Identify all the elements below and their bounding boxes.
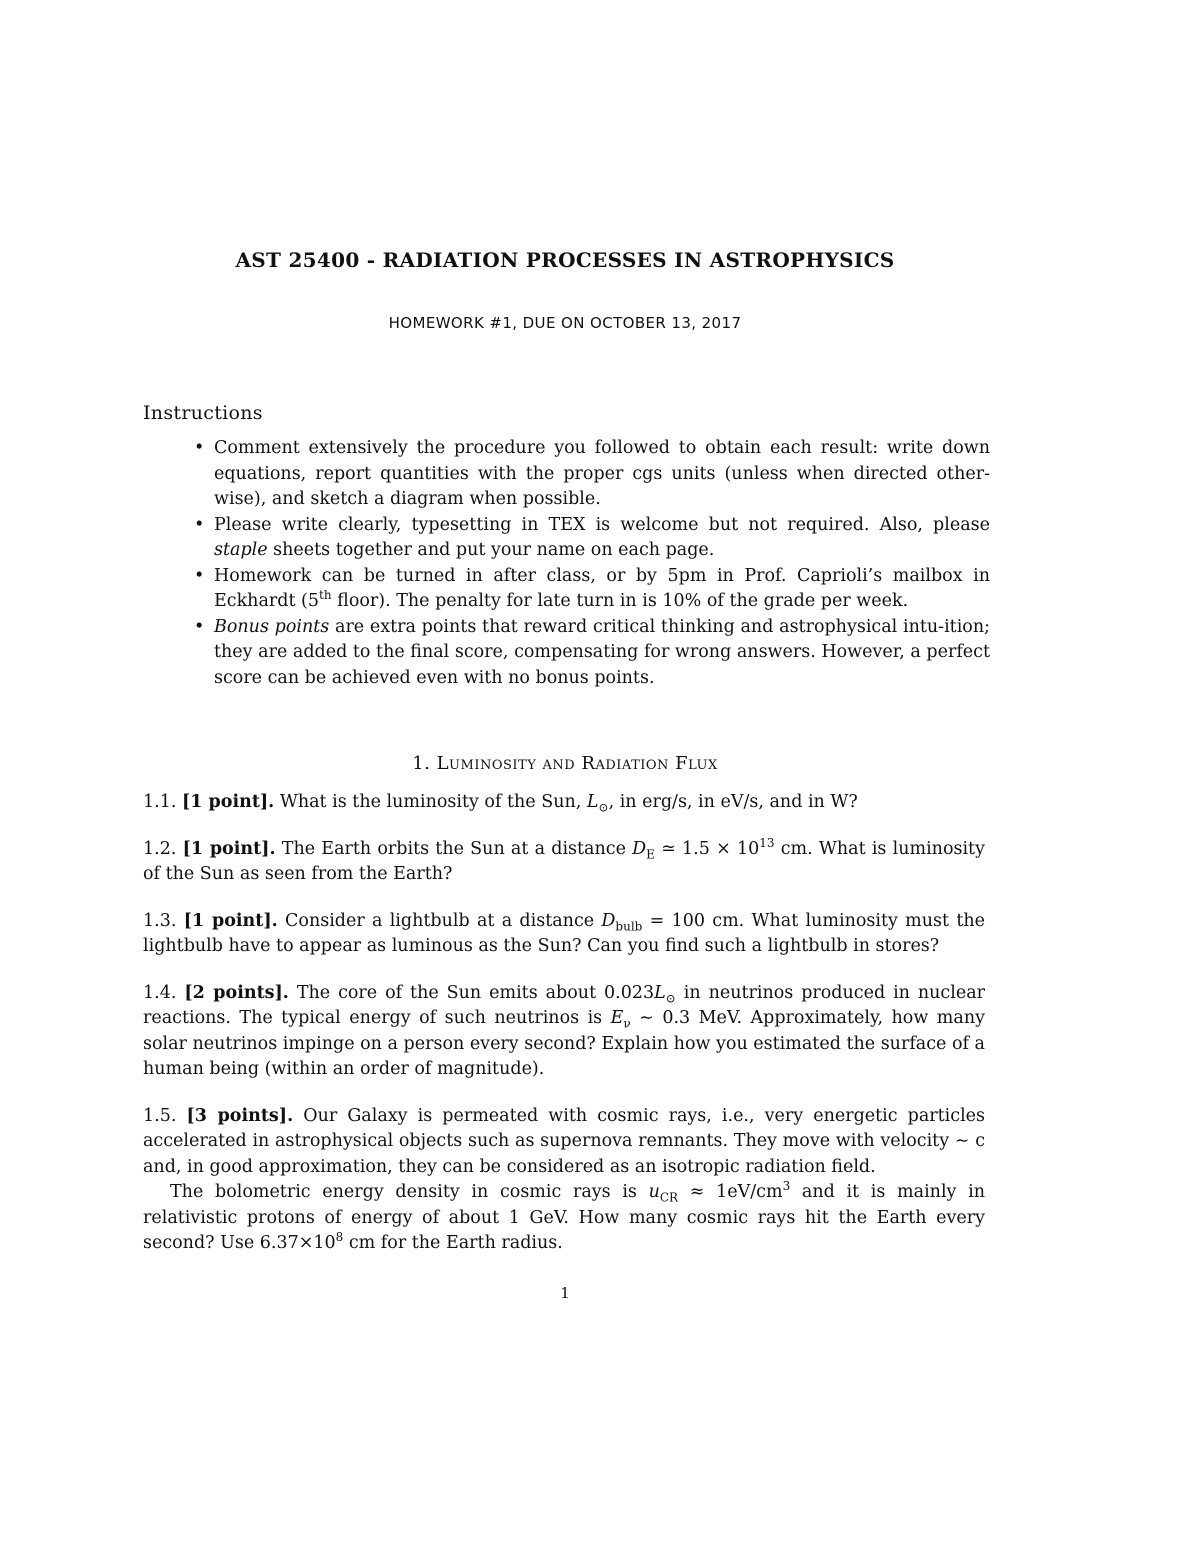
bullet-icon: •	[194, 616, 205, 637]
problem-1-3: 1.3. [1 point]. Consider a lightbulb at a distance $D_{bulb} = 100$ cm. What luminosity must the lightbulb have to appear as luminous as the Sun? Can you find such a lightbulb in stores?	[143, 910, 985, 956]
instruction-item: • Please write clearly, typesetting in TEX is welcome but not required. Also, please staple sheets together and put your name on each page.	[194, 514, 990, 560]
section-heading: 1. Luminosity and Radiation Flux	[412, 753, 718, 774]
problem-1-5-continuation: The bolometric energy density in cosmic rays is $u_{CR} \approx 1eV/cm^3$ and it is mainly in relativistic protons of energy of about 1 GeV. How many cosmic rays hit the Earth every second? Use $6.37\times 10^8$ cm for the Earth radius.	[143, 1179, 985, 1253]
problem-1-2: 1.2. [1 point]. The Earth orbits the Sun at a distance $D_E$ ≃ $1.5 \times 10^{13}$ cm. What is luminosity of the Sun as seen from the Earth?	[143, 835, 985, 884]
problem-1-4: 1.4. [2 points]. The core of the Sun emits about $0.023L_⊙$ in neutrinos produced in nuclear reactions. The typical energy of such neutrinos is $E_\nu$ ∼ 0.3 MeV. Approximately, how many solar neutrinos impinge on a person every second? Explain how you estimated the surface of a human being (within an order of magnitude).	[143, 982, 985, 1079]
homework-subtitle: HOMEWORK #1, DUE ON OCTOBER 13, 2017	[388, 314, 742, 332]
instructions-list	[190, 436, 990, 691]
bullet-icon: •	[194, 514, 205, 535]
page-number: 1	[560, 1284, 570, 1302]
instruction-item: • Homework can be turned in after class, or by 5pm in Prof. Caprioli’s mailbox in Eckhardt (5th floor). The penalty for late turn in is 10% of the grade per week.	[194, 565, 990, 611]
problems-list	[143, 790, 985, 1278]
bullet-icon: •	[194, 565, 205, 586]
emphasis-staple: staple	[214, 540, 268, 560]
tex-logo: TEX	[548, 514, 586, 535]
problem-1-5: 1.5. [3 points]. Our Galaxy is permeated with cosmic rays, i.e., very energetic particles accelerated in astrophysical objects such as supernova remnants. They move with velocity ∼ c and, in good approximation, they can be considered as an isotropic radiation field. The bolometric energy density in cosmic rays is $u_{CR} \approx 1eV/cm^3$ and it is mainly in relativistic protons of energy of about 1 GeV. How many cosmic rays hit the Earth every second? Use $6.37\times 10^8$ cm for the Earth radius.	[143, 1104, 985, 1257]
instruction-item: • Bonus points are extra points that reward critical thinking and astrophysical intu-ition; they are added to the final score, compensating for wrong answers. However, a perfect score can be achieved even with no bonus points.	[194, 616, 990, 688]
instructions-heading: Instructions	[143, 402, 263, 424]
instruction-item	[194, 436, 990, 513]
emphasis-bonus-points: Bonus points	[214, 616, 330, 637]
problem-1-1: 1.1. [1 point]. What is the luminosity of the Sun, $L_⊙$, in erg/s, in eV/s, and in W?	[143, 792, 858, 815]
instruction-text: Comment extensively the procedure you followed to obtain each result: write down equations, report quantities with the proper cgs units (unless when directed other-wise), and sketch a diagram when possible.	[214, 438, 990, 509]
bullet-icon: •	[194, 438, 205, 458]
document-title: AST 25400 - RADIATION PROCESSES IN ASTROPHYSICS	[235, 248, 895, 272]
